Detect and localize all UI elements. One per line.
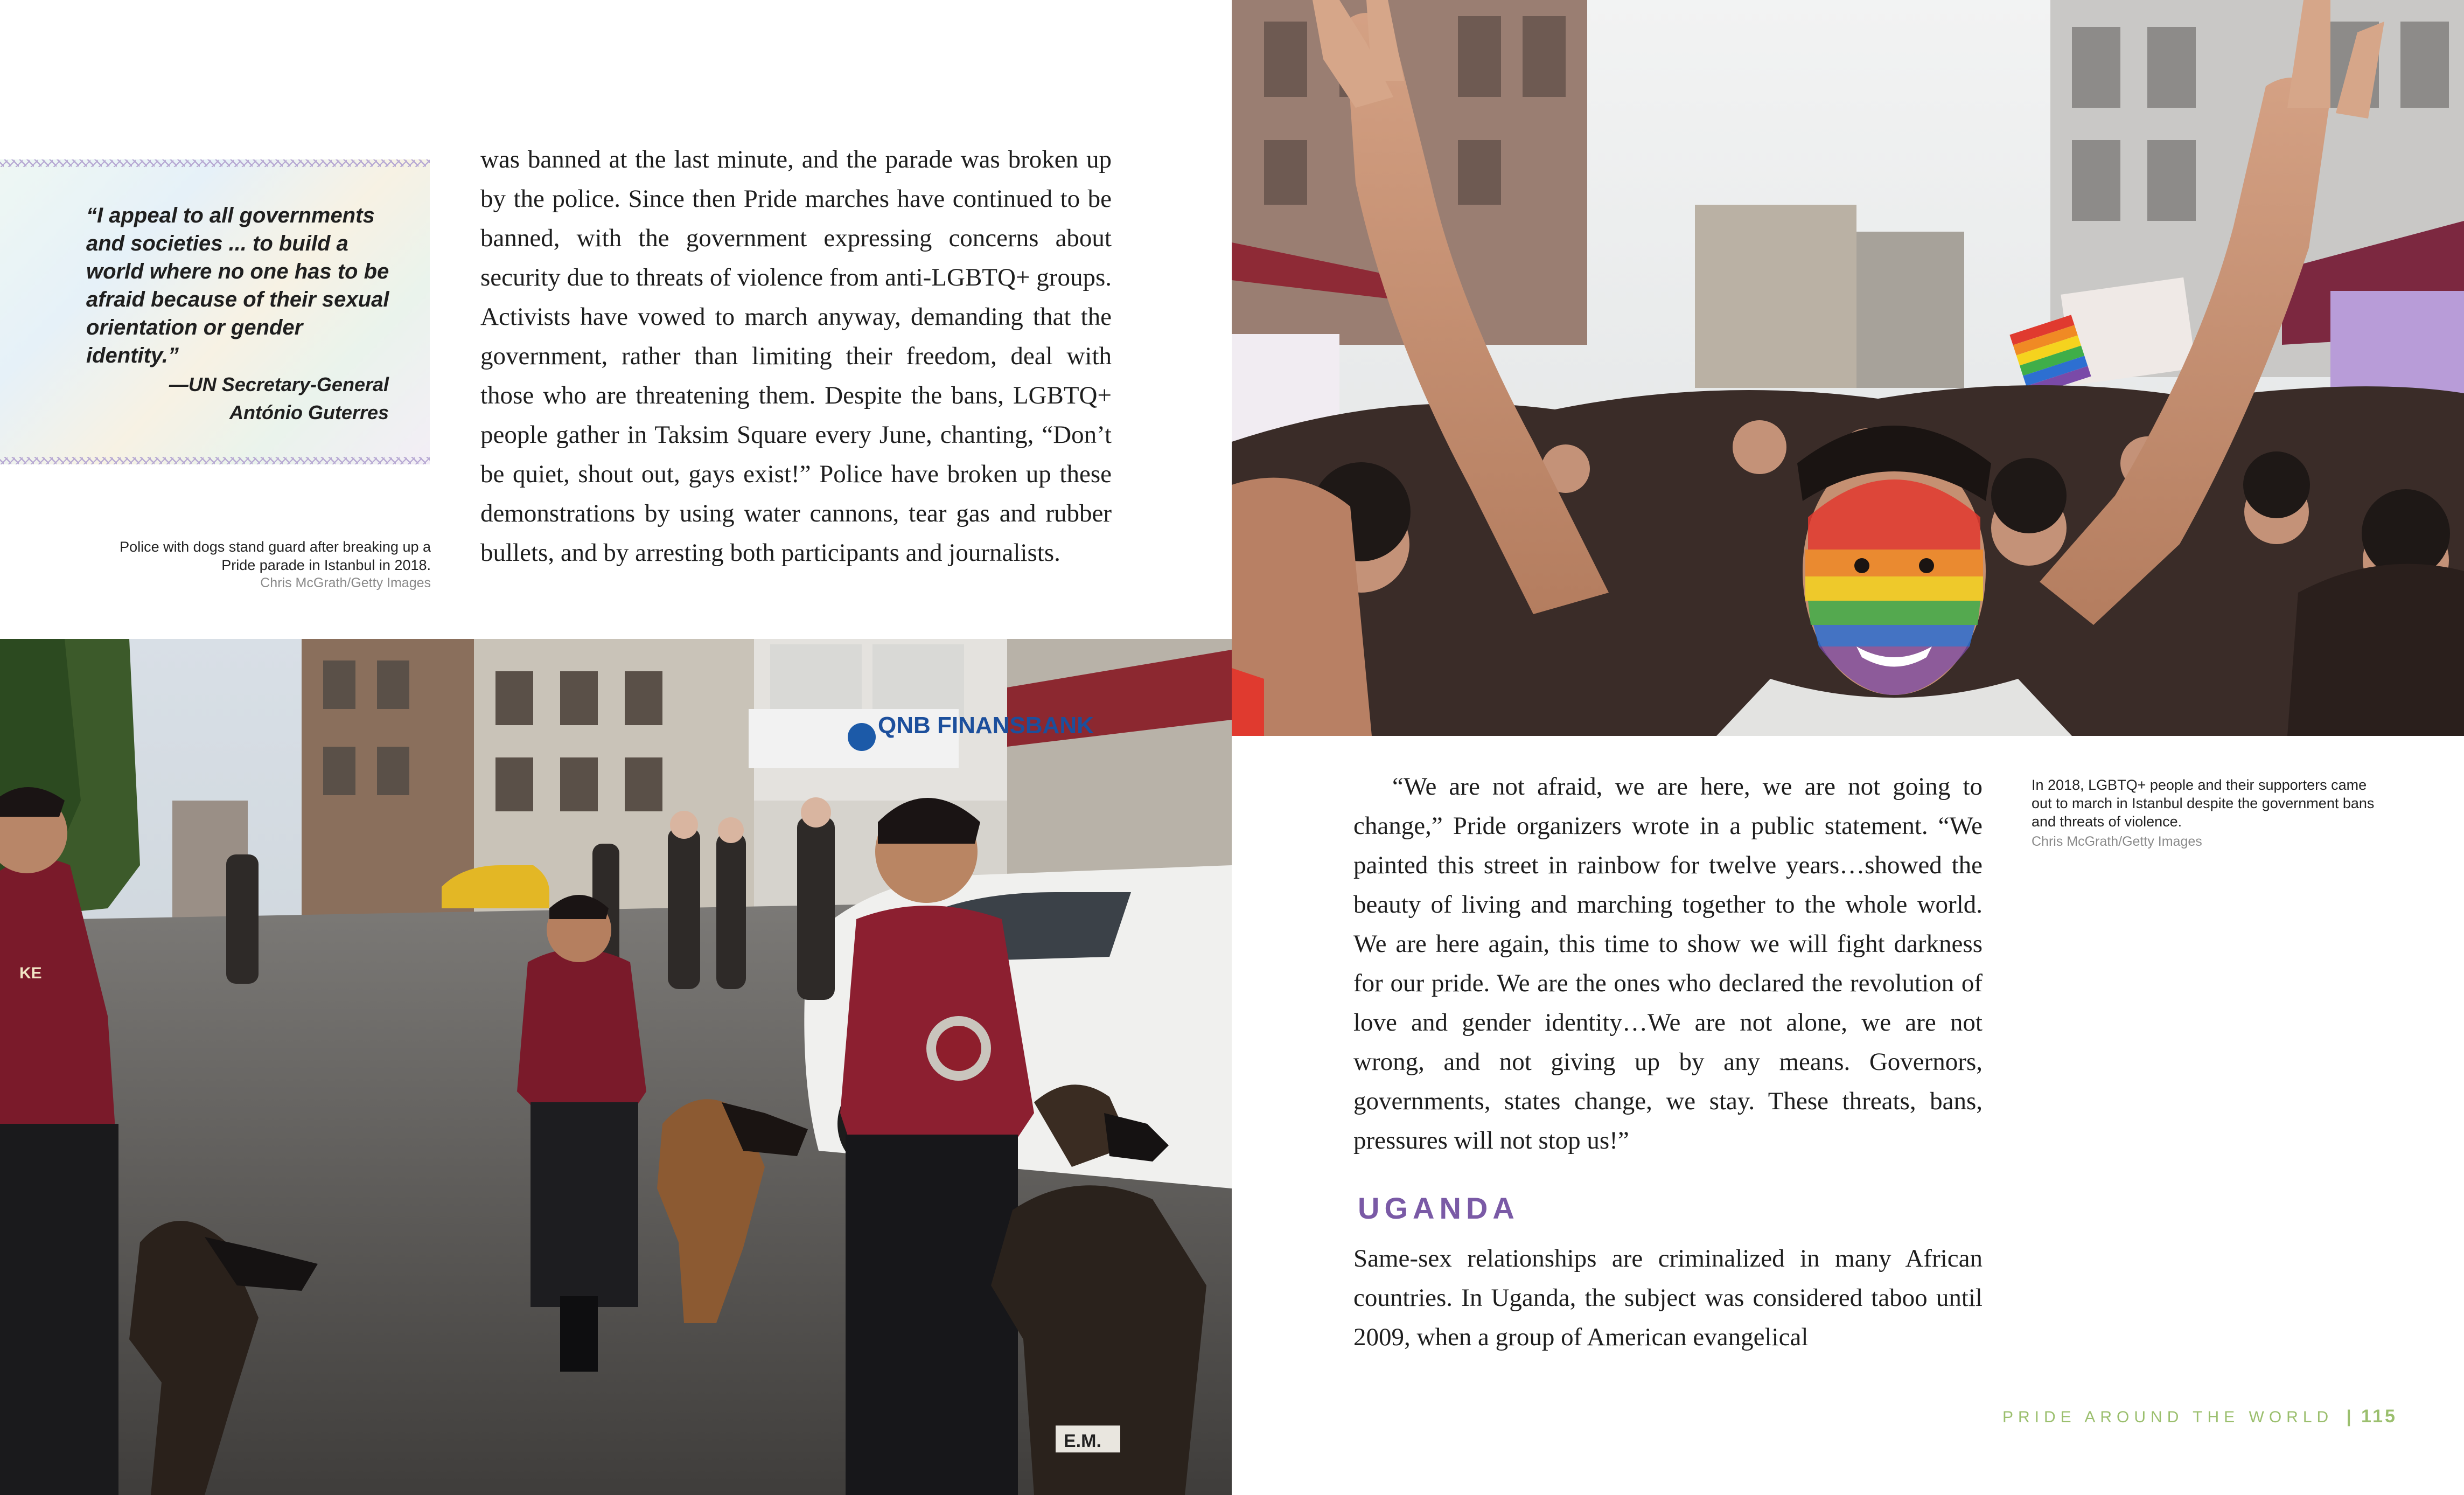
bank-sign-text: QNB FINANSBANK xyxy=(878,712,1094,739)
photo-caption-police xyxy=(54,538,431,592)
photo-pride-march xyxy=(1232,0,2464,736)
zigzag-border-top xyxy=(0,159,430,167)
attribution-title: —UN Secretary-General xyxy=(169,373,389,395)
body-text-right-column: “We are not afraid, we are here, we are not going to change,” Pride organizers wrote in a public statement. “We painted this street in rainbow for twelve years…showed the beauty of living and marching together to the whole world. We are here again, this time to show we will fight darkness for our pride. We are the ones who declared the revolution of love and gender identity…We are not alone, we are not wrong, and not giving up by any means. Governors, governments, states change, we stay. These threats, bans, pressures will not stop us!” xyxy=(1353,773,1983,1155)
shirt-badge-text: KE xyxy=(19,964,42,982)
caption-line-2: Pride parade in Istanbul in 2018. xyxy=(221,557,431,573)
photo-police-with-dogs xyxy=(0,639,1232,1495)
zigzag-border-bottom xyxy=(0,457,430,464)
pull-quote-text: “I appeal to all governments and societies ... to build a world where no one has to be afraid because of their sexual orientation or gender identity.” xyxy=(86,204,389,367)
photo-credit: Chris McGrath/Getty Images xyxy=(260,575,431,590)
page-number: 115 xyxy=(2361,1406,2397,1427)
bank-logo-icon xyxy=(848,723,876,751)
page-footer xyxy=(2002,1406,2397,1427)
body-text-uganda: Same-sex relationships are criminalized in many African countries. In Uganda, the subject was considered taboo until 2009, when a group of American evangelical xyxy=(1353,1244,1983,1351)
footer-separator: | xyxy=(2346,1407,2351,1426)
photo-credit: Chris McGrath/Getty Images xyxy=(2032,834,2202,849)
running-footer-title: PRIDE AROUND THE WORLD xyxy=(2002,1408,2334,1426)
photo-caption-pride xyxy=(2032,776,2387,850)
attribution-name: António Guterres xyxy=(229,401,389,423)
body-text-left-column: was banned at the last minute, and the parade was broken up by the police. Since then Pride marches have continued to be banned, with the government expressing concerns about security due to threats of violence from anti-LGBTQ+ groups. Activists have vowed to march anyway, demanding that the government, rather than limiting their freedom, deal with those who are threatening them. Despite the bans, LGBTQ+ people gather in Taksim Square every June, chanting, “Don’t be quiet, shout out, gays exist!” Police have broken up these demonstrations by using water cannons, tear gas and rubber bullets, and by arresting both participants and journalists. xyxy=(480,145,1112,567)
caption-line-1: Police with dogs stand guard after breaking up a xyxy=(120,539,431,555)
pull-quote-box xyxy=(0,159,430,464)
section-heading-uganda: UGANDA xyxy=(1358,1191,1519,1225)
caption-text: In 2018, LGBTQ+ people and their supporters came out to march in Istanbul despite the government bans and threats of violence. xyxy=(2032,777,2375,830)
rainbow-painted-face xyxy=(1797,426,1991,695)
pull-quote-attribution xyxy=(169,371,389,427)
dog-vest-patch-text: E.M. xyxy=(1064,1431,1101,1451)
